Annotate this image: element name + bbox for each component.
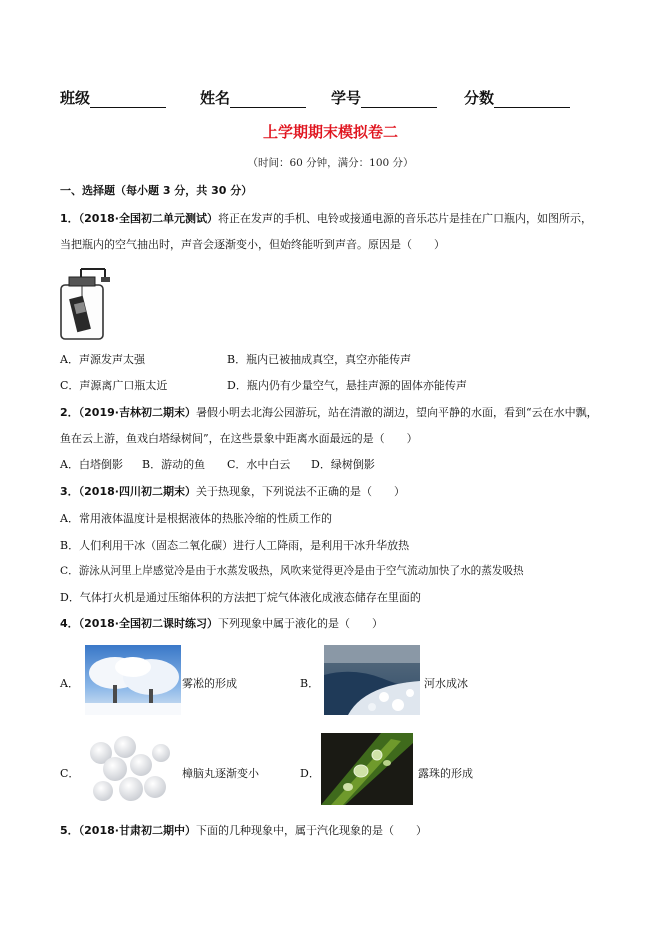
q1-option-c[interactable]: C．声源离广口瓶太近 — [60, 379, 168, 392]
q4-source: （2018·全国初二课时练习） — [78, 617, 218, 630]
q4-option-b-caption: 河水成冰 — [424, 677, 468, 690]
score-field — [464, 87, 570, 108]
class-field — [60, 87, 166, 108]
student-id-blank — [361, 90, 437, 108]
score-blank — [494, 90, 570, 108]
q3-line1 — [60, 483, 405, 499]
section-heading: 一、选择题（每小题 3 分，共 30 分） — [60, 184, 253, 197]
q4-option-a-letter[interactable]: A． — [60, 677, 79, 690]
q4-option-c-caption: 樟脑丸逐渐变小 — [182, 767, 259, 780]
q3-source: （2018·四川初二期末） — [78, 485, 196, 498]
q1-text: 将正在发声的手机、电铃或接通电源的音乐芯片是挂在广口瓶内，如图所示， — [217, 212, 592, 225]
name-label: 姓名 — [200, 89, 231, 107]
class-label: 班级 — [60, 89, 91, 107]
q2-line1 — [60, 404, 598, 420]
class-blank — [90, 90, 166, 108]
q3-option-c[interactable]: C．游泳从河里上岸感觉冷是由于水蒸发吸热，风吹来觉得更冷是由于空气流动加快了水的蒸发吸热 — [60, 565, 524, 577]
q4-option-a-caption: 雾凇的形成 — [182, 677, 237, 690]
q4-mothballs-image — [85, 733, 177, 805]
q1-option-a[interactable]: A．声源发声太强 — [60, 353, 145, 366]
q1-line2: 当把瓶内的空气抽出时，声音会逐渐变小，但始终能听到声音。原因是（ ） — [60, 238, 445, 251]
q2-option-c[interactable]: C．水中白云 — [227, 458, 291, 471]
q4-line1 — [60, 615, 383, 631]
q3-option-b[interactable]: B．人们利用干冰（固态二氧化碳）进行人工降雨，是利用干冰升华放热 — [60, 539, 410, 552]
q1-option-b[interactable]: B．瓶内已被抽成真空，真空亦能传声 — [227, 353, 412, 366]
q3-number: 3． — [60, 485, 79, 498]
q1-line1 — [60, 210, 592, 226]
q4-option-d-caption: 露珠的形成 — [418, 767, 473, 780]
q2-number: 2． — [60, 406, 79, 419]
q1-option-d[interactable]: D．瓶内仍有少量空气，悬挂声源的固体亦能传声 — [227, 379, 467, 392]
q3-text: 关于热现象，下列说法不正确的是（ ） — [195, 485, 405, 498]
name-field — [200, 87, 306, 108]
exam-info: （时间：60 分钟，满分：100 分） — [247, 157, 414, 169]
q2-text: 暑假小明去北海公园游玩，站在清澈的湖边，望向平静的水面，看到“云在水中飘， — [195, 406, 598, 419]
q5-text: 下面的几种现象中，属于汽化现象的是（ ） — [195, 824, 427, 837]
q1-number: 1． — [60, 212, 79, 225]
q2-option-b[interactable]: B．游动的鱼 — [142, 458, 206, 471]
q4-dew-image — [321, 733, 413, 805]
q5-line1 — [60, 822, 427, 838]
q4-option-b-letter[interactable]: B． — [300, 677, 320, 690]
q5-source: （2018·甘肃初二期中） — [78, 824, 196, 837]
q4-text: 下列现象中属于液化的是（ ） — [217, 617, 383, 630]
score-label: 分数 — [464, 89, 495, 107]
q4-option-c-letter[interactable]: C． — [60, 767, 80, 780]
q1-bell-jar-image — [57, 263, 115, 341]
q3-option-d[interactable]: D．气体打火机是通过压缩体积的方法把丁烷气体液化成液态储存在里面的 — [60, 591, 421, 604]
page-title: 上学期期末模拟卷二 — [262, 123, 398, 141]
q5-number: 5． — [60, 824, 79, 837]
q4-option-d-letter[interactable]: D． — [300, 767, 320, 780]
q2-line2: 鱼在云上游，鱼戏白塔绿树间”，在这些景象中距离水面最远的是（ ） — [60, 432, 418, 445]
student-id-label: 学号 — [331, 89, 362, 107]
q1-source: （2018·全国初二单元测试） — [78, 212, 218, 225]
q2-option-d[interactable]: D．绿树倒影 — [311, 458, 375, 471]
q4-rime-image — [85, 645, 181, 715]
student-id-field — [331, 87, 437, 108]
name-blank — [230, 90, 306, 108]
q4-number: 4． — [60, 617, 79, 630]
q2-option-a[interactable]: A．白塔倒影 — [60, 458, 123, 471]
q4-river-ice-image — [324, 645, 420, 715]
q3-option-a[interactable]: A．常用液体温度计是根据液体的热胀冷缩的性质工作的 — [60, 512, 332, 525]
q2-source: （2019·吉林初二期末） — [78, 406, 196, 419]
